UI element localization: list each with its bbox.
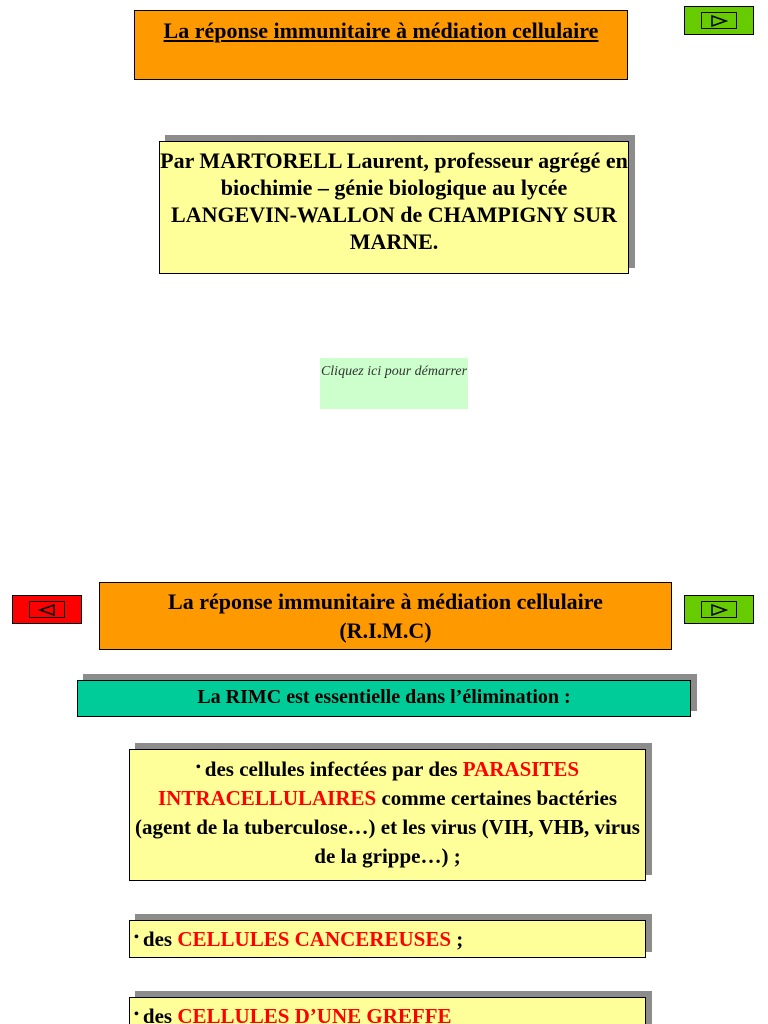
item2-suffix: ;	[456, 927, 464, 951]
slide1-title-text: La réponse immunitaire à médiation cellulaire	[163, 18, 599, 43]
slide1-title	[134, 10, 628, 80]
item3-highlight: CELLULES D’UNE GREFFE	[177, 1004, 452, 1024]
slide2-title-line2: (R.I.M.C)	[339, 618, 432, 643]
item2-highlight: CELLULES CANCEREUSES	[177, 927, 452, 951]
bullet-icon: •	[195, 760, 201, 775]
play-left-icon	[29, 601, 65, 618]
item1-highlight: PARASITES INTRACELLULAIRES	[157, 757, 580, 810]
start-link-text: Cliquez ici pour démarrer	[320, 364, 468, 379]
play-right-icon	[701, 601, 737, 618]
author-box	[159, 141, 629, 274]
subtitle-box	[77, 680, 691, 717]
list-item	[129, 749, 646, 881]
next-slide-button[interactable]	[684, 6, 754, 35]
author-text: Par MARTORELL Laurent, professeur agrégé en biochimie – génie biologique au lycée LANGEVIN-WALLON de CHAMPIGNY SUR MARNE.	[160, 148, 628, 254]
item1-prefix: des cellules infectées par des	[204, 757, 458, 781]
start-link[interactable]	[320, 358, 468, 409]
bullet-icon: •	[134, 930, 139, 945]
item3-prefix: des	[142, 1004, 173, 1024]
play-right-icon	[701, 12, 737, 29]
list-item	[129, 997, 646, 1024]
slide-rimc-intro	[0, 560, 768, 1024]
bullet-icon: •	[134, 1007, 139, 1022]
item1-suffix: comme certaines bactéries (agent de la tuberculose…) et les virus (VIH, VHB, virus de la grippe…) ;	[135, 786, 640, 868]
list-item	[129, 920, 646, 958]
slide2-title	[99, 582, 672, 650]
subtitle-text: La RIMC est essentielle dans l’élimination :	[197, 686, 571, 708]
slide2-title-line1: La réponse immunitaire à médiation cellulaire	[168, 589, 603, 614]
previous-slide-button[interactable]	[12, 595, 82, 624]
next-slide-button[interactable]	[684, 595, 754, 624]
item2-prefix: des	[142, 927, 173, 951]
